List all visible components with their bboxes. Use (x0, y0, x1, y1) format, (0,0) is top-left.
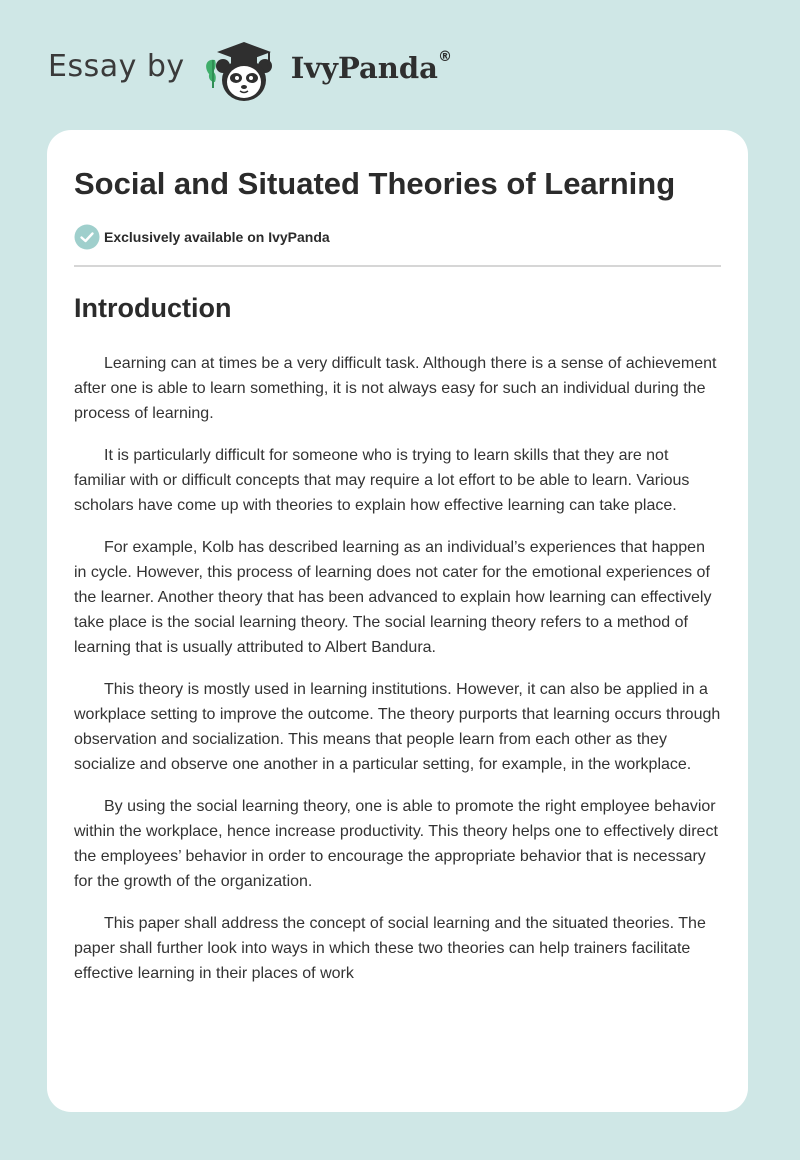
check-badge-icon (74, 224, 100, 250)
paragraph: This paper shall address the concept of social learning and the situated theories. The paper shall further look into ways in which these two theories can help trainers facilitate effective learning in their places of work (74, 915, 706, 982)
section-heading-introduction: Introduction (74, 293, 232, 323)
paragraph: By using the social learning theory, one is able to promote the right employee behavior within the workplace, hence increase productivity. This theory helps one to effectively direct the employees’ behavior in order to encourage the appropriate behavior that is necessary for the growth of the organization. (74, 798, 718, 890)
exclusive-label: Exclusively available on IvyPanda (104, 229, 330, 245)
essay-by-label: Essay by (48, 48, 185, 84)
registered-mark: ® (437, 49, 452, 66)
paragraph: Learning can at times be a very difficult task. Although there is a sense of achievement after one is able to learn something, it is not always easy for such an individual during the process of learning. (74, 355, 717, 422)
brand-name[interactable]: IvyPanda® (290, 49, 452, 85)
essay-card (47, 130, 748, 1112)
divider (74, 265, 721, 267)
page-title: Social and Situated Theories of Learning (74, 166, 676, 201)
site-header (48, 30, 452, 110)
paragraph: It is particularly difficult for someone who is trying to learn skills that they are not familiar with or difficult concepts that may require a lot effort to be able to learn. Various scholars have come up with theories to explain how effective learning can take place. (74, 447, 690, 514)
panda-graduate-logo-icon[interactable] (199, 30, 289, 110)
exclusive-badge (74, 224, 721, 250)
essay-body (74, 351, 721, 986)
paragraph: For example, Kolb has described learning as an individual’s experiences that happen in cycle. However, this process of learning does not cater for the emotional experiences of the learner. Another theory that has been advanced to explain how learning can effectively take place is the social learning theory. The social learning theory refers to a method of learning that is usually attributed to Albert Bandura. (74, 539, 712, 656)
paragraph: This theory is mostly used in learning institutions. However, it can also be applied in a workplace setting to improve the outcome. The theory purports that learning occurs through observation and socialization. This means that people learn from each other as they socialize and observe one another in a particular setting, for example, in the workplace. (74, 681, 721, 773)
